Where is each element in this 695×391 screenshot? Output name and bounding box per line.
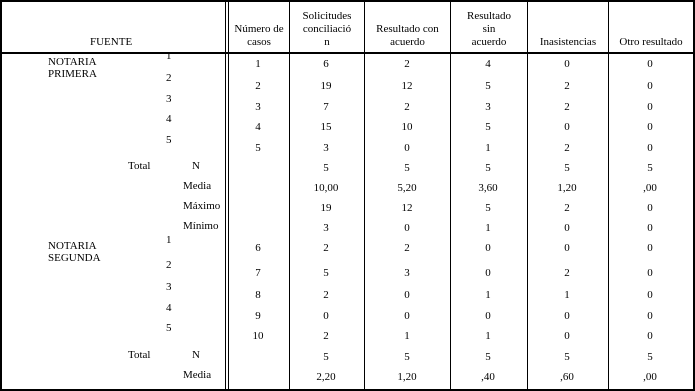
data-cell: 0 xyxy=(564,222,570,234)
column-header: acuerdo xyxy=(390,36,425,48)
data-cell: 1 xyxy=(485,222,491,234)
data-cell: 0 xyxy=(647,289,653,301)
stat-label: N xyxy=(192,160,200,172)
group-label: NOTARIA xyxy=(48,56,97,68)
data-cell: 3 xyxy=(404,267,410,279)
data-cell: 19 xyxy=(320,202,332,214)
data-cell: ,40 xyxy=(481,371,495,383)
column-header: Inasistencias xyxy=(539,36,597,48)
data-cell: 2 xyxy=(323,330,329,342)
data-cell: 0 xyxy=(564,242,570,254)
table-left-border xyxy=(0,0,2,391)
data-cell: 5 xyxy=(485,80,491,92)
column-divider xyxy=(608,0,609,391)
data-cell: 0 xyxy=(647,330,653,342)
data-cell: 0 xyxy=(485,242,491,254)
row-key: 2 xyxy=(166,259,172,271)
data-cell: 2,20 xyxy=(316,371,336,383)
header-divider xyxy=(0,52,695,54)
column-header: Número de xyxy=(234,23,284,35)
data-cell: 9 xyxy=(255,310,261,322)
data-cell: 0 xyxy=(485,267,491,279)
data-cell: 2 xyxy=(255,80,261,92)
data-cell: 0 xyxy=(564,58,570,70)
data-cell: 0 xyxy=(647,58,653,70)
column-header: n xyxy=(324,36,330,48)
column-divider xyxy=(289,0,290,391)
data-cell: 2 xyxy=(404,101,410,113)
data-cell: 5 xyxy=(485,351,491,363)
data-cell: 1 xyxy=(404,330,410,342)
data-cell: 5 xyxy=(564,162,570,174)
data-cell: 15 xyxy=(320,121,332,133)
column-divider xyxy=(527,0,528,391)
data-cell: 0 xyxy=(647,202,653,214)
data-cell: ,00 xyxy=(643,371,657,383)
column-header: casos xyxy=(247,36,271,48)
data-cell: 5,20 xyxy=(397,182,417,194)
data-cell: 5 xyxy=(323,267,329,279)
stub-divider-a xyxy=(225,0,226,391)
header-fuente: FUENTE xyxy=(90,36,133,48)
data-cell: 4 xyxy=(485,58,491,70)
row-key: 2 xyxy=(166,72,172,84)
data-cell: 5 xyxy=(404,162,410,174)
stub-divider-b xyxy=(228,0,229,391)
data-cell: 5 xyxy=(323,162,329,174)
data-cell: 0 xyxy=(647,101,653,113)
data-cell: 2 xyxy=(564,267,570,279)
data-cell: 2 xyxy=(404,242,410,254)
column-header: sin xyxy=(482,23,496,35)
stat-label: Media xyxy=(183,369,212,381)
total-label: Total xyxy=(128,160,151,172)
stat-label: Media xyxy=(183,180,212,192)
data-cell: 1,20 xyxy=(397,371,417,383)
data-cell: 2 xyxy=(564,202,570,214)
data-cell: 2 xyxy=(404,58,410,70)
stat-label: N xyxy=(192,349,200,361)
row-key: 1 xyxy=(166,50,172,62)
data-cell: 1 xyxy=(485,142,491,154)
data-cell: 5 xyxy=(485,121,491,133)
data-cell: 12 xyxy=(401,202,413,214)
data-cell: 2 xyxy=(323,289,329,301)
data-cell: 7 xyxy=(255,267,261,279)
data-cell: 0 xyxy=(404,142,410,154)
data-cell: 0 xyxy=(564,310,570,322)
row-key: 1 xyxy=(166,234,172,246)
data-cell: 2 xyxy=(564,80,570,92)
data-cell: 2 xyxy=(564,101,570,113)
data-cell: 1 xyxy=(564,289,570,301)
column-header: conciliació xyxy=(302,23,352,35)
data-cell: 1 xyxy=(485,330,491,342)
data-cell: 10,00 xyxy=(313,182,339,194)
group-label: NOTARIA xyxy=(48,240,97,252)
row-key: 4 xyxy=(166,302,172,314)
data-cell: 8 xyxy=(255,289,261,301)
data-cell: 0 xyxy=(323,310,329,322)
data-cell: 0 xyxy=(404,289,410,301)
data-cell: 5 xyxy=(647,351,653,363)
data-cell: 12 xyxy=(401,80,413,92)
data-cell: 3 xyxy=(255,101,261,113)
group-label: PRIMERA xyxy=(48,68,97,80)
data-cell: 1 xyxy=(485,289,491,301)
data-cell: 0 xyxy=(564,330,570,342)
data-cell: 4 xyxy=(255,121,261,133)
data-cell: 0 xyxy=(647,267,653,279)
data-cell: 2 xyxy=(564,142,570,154)
group-label: SEGUNDA xyxy=(48,252,101,264)
row-key: 4 xyxy=(166,113,172,125)
data-cell: 2 xyxy=(323,242,329,254)
data-cell: 0 xyxy=(404,310,410,322)
data-cell: 10 xyxy=(401,121,413,133)
data-cell: 1,20 xyxy=(557,182,577,194)
data-cell: 3 xyxy=(323,222,329,234)
data-cell: 0 xyxy=(404,222,410,234)
stat-label: Mínimo xyxy=(183,220,219,232)
stat-label: Máximo xyxy=(183,200,221,212)
data-cell: 0 xyxy=(647,222,653,234)
data-cell: 0 xyxy=(647,242,653,254)
table-top-border xyxy=(0,0,695,2)
data-cell: 5 xyxy=(564,351,570,363)
column-header: Resultado xyxy=(467,10,511,22)
data-cell: 3 xyxy=(485,101,491,113)
column-divider xyxy=(364,0,365,391)
total-label: Total xyxy=(128,349,151,361)
data-cell: 5 xyxy=(323,351,329,363)
data-cell: ,60 xyxy=(560,371,574,383)
column-header: Solicitudes xyxy=(302,10,352,22)
data-cell: 6 xyxy=(323,58,329,70)
data-cell: 3,60 xyxy=(478,182,498,194)
data-cell: 10 xyxy=(252,330,264,342)
row-key: 3 xyxy=(166,93,172,105)
data-cell: 5 xyxy=(485,162,491,174)
column-header: Resultado con xyxy=(376,23,439,35)
data-cell: 0 xyxy=(647,121,653,133)
data-cell: 1 xyxy=(255,58,261,70)
row-key: 5 xyxy=(166,134,172,146)
data-cell: 0 xyxy=(564,121,570,133)
data-cell: 19 xyxy=(320,80,332,92)
data-cell: 5 xyxy=(647,162,653,174)
data-cell: ,00 xyxy=(643,182,657,194)
data-cell: 6 xyxy=(255,242,261,254)
column-divider xyxy=(450,0,451,391)
data-cell: 0 xyxy=(647,310,653,322)
data-cell: 0 xyxy=(647,80,653,92)
column-header: Otro resultado xyxy=(619,36,683,48)
row-key: 3 xyxy=(166,281,172,293)
data-cell: 0 xyxy=(647,142,653,154)
data-cell: 5 xyxy=(485,202,491,214)
data-cell: 7 xyxy=(323,101,329,113)
row-key: 5 xyxy=(166,322,172,334)
data-cell: 5 xyxy=(404,351,410,363)
data-cell: 5 xyxy=(255,142,261,154)
column-header: acuerdo xyxy=(471,36,507,48)
data-cell: 3 xyxy=(323,142,329,154)
data-cell: 0 xyxy=(485,310,491,322)
